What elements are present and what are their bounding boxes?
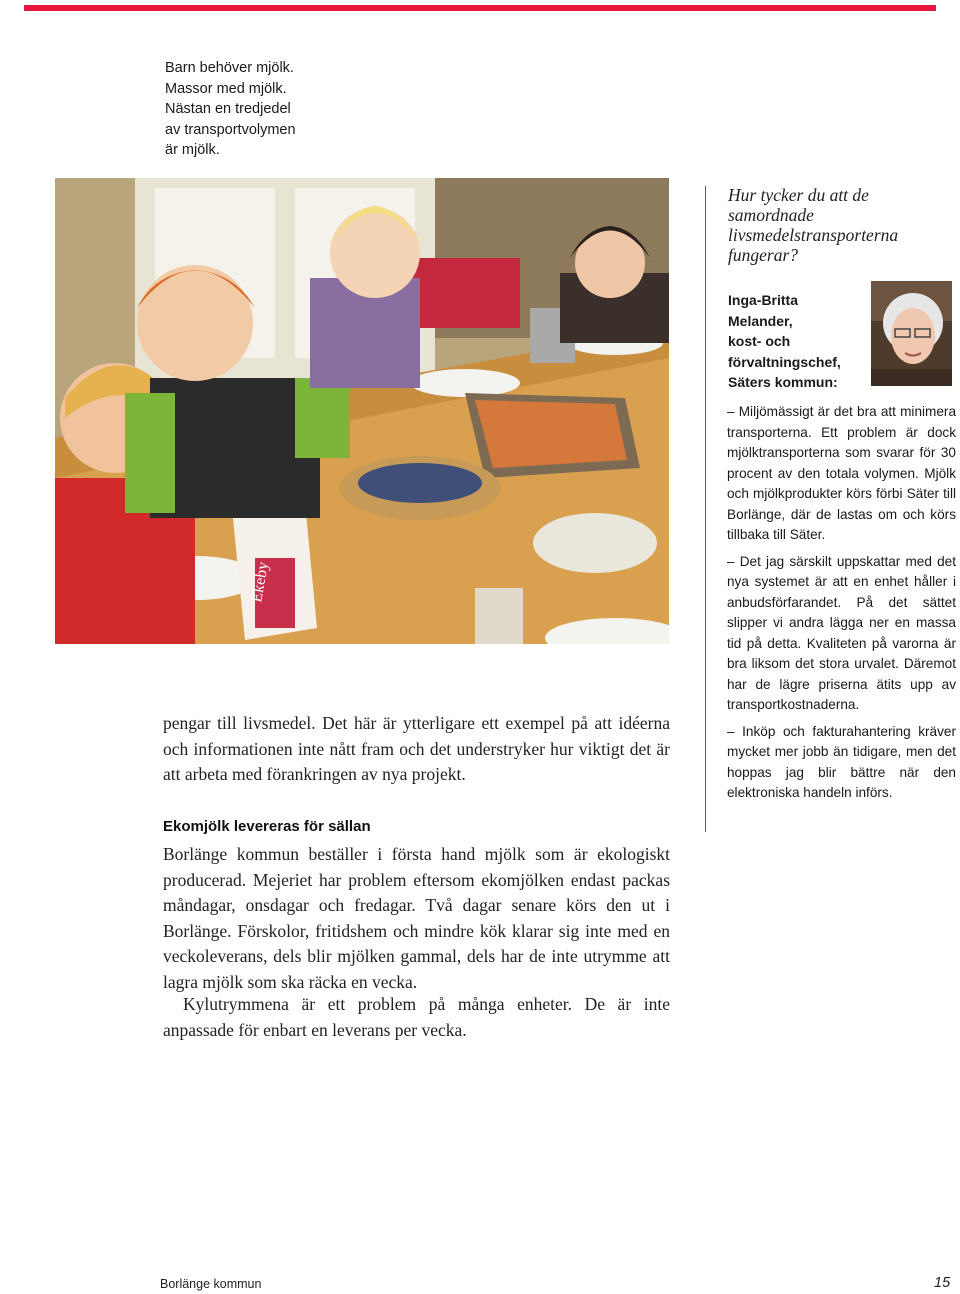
- sidebar-divider: [705, 186, 706, 832]
- answer-paragraph: – Inköp och fakturahantering kräver mycket mer jobb än tidigare, men det hoppas jag blir bättre när den elektroniska handeln införs.: [727, 723, 956, 800]
- caption-line: Nästan en tredjedel: [165, 101, 291, 117]
- sidebar-question: Hur tycker du att de samordnade livsmedelstransporterna fungerar?: [728, 185, 899, 265]
- person-line: Inga-Britta: [728, 292, 798, 308]
- interviewee-name: [728, 290, 868, 393]
- answer-paragraph: – Miljömässigt är det bra att minimera transporterna. Ett problem är dock mjölktransporterna som svarar för 30 procent av den totala volymen. Mjölk och mjölkprodukter körs förbi Säter till Borlänge, där de lastas om och körs tillbaka till Säter.: [727, 404, 956, 542]
- person-line: förvaltningschef,: [728, 353, 841, 370]
- answer-paragraph: – Det jag särskilt uppskattar med det nya systemet är att en enhet håller i anbudsförfarandet. På det sättet slipper vi andra lägga ner en massa tid på detta. Kvaliteten på varorna är bra liksom det stora urvalet. Däremot har de lägre priserna ätits upp av transportkostnaderna.: [727, 553, 956, 712]
- milk-carton-label: Ekeby: [248, 560, 273, 604]
- article-paragraph-3: Kylutrymmena är ett problem på många enheter. De är inte anpassade för enbart en leverans per vecka.: [163, 994, 670, 1040]
- caption-line: är mjölk.: [165, 142, 220, 158]
- children-lunch-photo: [55, 178, 669, 644]
- person-line: Melander,: [728, 312, 793, 329]
- article-paragraph-1: pengar till livsmedel. Det här är ytterligare ett exempel på att idéerna och informationen inte nått fram och det understryker hur viktigt det är att arbeta med förankringen av nya projekt.: [163, 713, 670, 784]
- caption-line: av transportvolymen: [165, 121, 296, 138]
- page-number: 15: [934, 1275, 951, 1291]
- article-paragraph-2: Borlänge kommun beställer i första hand mjölk som är ekologiskt producerad. Mejeriet har problem eftersom ekomjölken endast packas måndagar, onsdagar och fredagar. Två dagar senare körs den ut i Borlänge. Förskolor, fritidshem och mindre kök klarar sig inte med en veckoleverans, dels blir mjölken gammal, dels har de inte utrymme att lagra mjölk som ska räcka en vecka.: [163, 844, 670, 992]
- person-line: Säters kommun:: [728, 374, 838, 390]
- section-heading: Ekomjölk levereras för sällan: [163, 818, 371, 835]
- top-accent-bar: [24, 5, 936, 11]
- caption-line: Barn behöver mjölk.: [165, 60, 294, 76]
- person-line: kost- och: [728, 333, 791, 349]
- photo-caption: [165, 58, 365, 161]
- interviewee-portrait: [871, 281, 952, 386]
- caption-line: Massor med mjölk.: [165, 80, 287, 97]
- interview-answers: [727, 402, 956, 810]
- footer-publisher: Borlänge kommun: [160, 1277, 262, 1291]
